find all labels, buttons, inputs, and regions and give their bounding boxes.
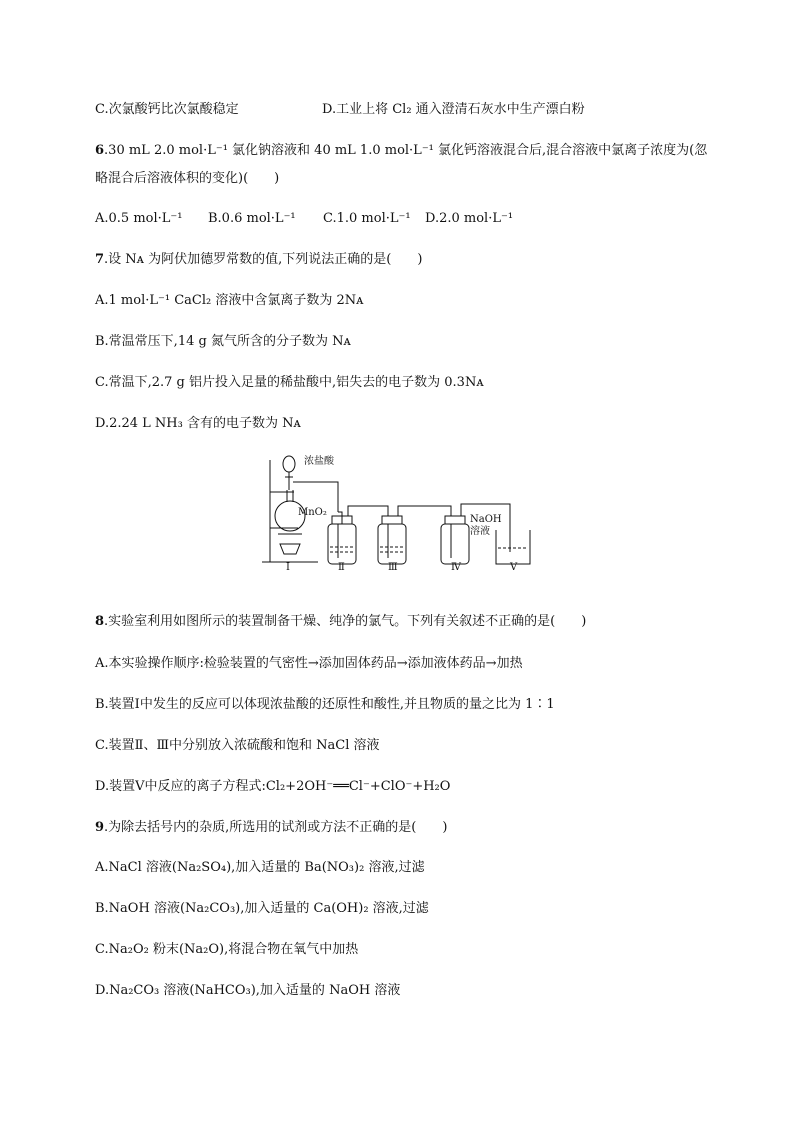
q7-stem-text: .设 Nᴀ 为阿伏加德罗常数的值,下列说法正确的是( ): [104, 252, 423, 267]
label-naoh: NaOH: [470, 514, 502, 525]
q6-option-c: C.1.0 mol·L⁻¹: [323, 211, 411, 226]
q9-option-d: D.Na₂CO₃ 溶液(NaHCO₃),加入适量的 NaOH 溶液: [95, 983, 401, 998]
label-conc-hcl: 浓盐酸: [304, 456, 334, 467]
label-solution: 溶液: [470, 526, 490, 537]
q8-stem-text: .实验室利用如图所示的装置制备干燥、纯净的氯气。下列有关叙述不正确的是( ): [104, 614, 587, 629]
label-mno2: MnO₂: [298, 507, 327, 518]
q9-option-b: B.NaOH 溶液(Na₂CO₃),加入适量的 Ca(OH)₂ 溶液,过滤: [95, 901, 429, 916]
q6-option-a: A.0.5 mol·L⁻¹: [95, 211, 183, 226]
q9-option-c: C.Na₂O₂ 粉末(Na₂O),将混合物在氧气中加热: [95, 942, 359, 957]
q8-stem: [95, 613, 586, 631]
q8-option-d: D.装置Ⅴ中反应的离子方程式:Cl₂+2OH⁻══Cl⁻+ClO⁻+H₂O: [95, 779, 451, 794]
q6-option-d: D.2.0 mol·L⁻¹: [425, 211, 514, 226]
label-apparatus-5: Ⅴ: [510, 562, 518, 570]
q8-option-b: B.装置Ⅰ中发生的反应可以体现浓盐酸的还原性和酸性,并且物质的量之比为 1∶1: [95, 697, 555, 712]
q6-option-b: B.0.6 mol·L⁻¹: [208, 211, 296, 226]
q8-number: 8: [95, 614, 105, 629]
label-apparatus-4: Ⅳ: [451, 562, 461, 570]
q9-stem-text: .为除去括号内的杂质,所选用的试剂或方法不正确的是( ): [104, 820, 448, 835]
q7-stem: [95, 251, 422, 269]
q5-option-c: C.次氯酸钙比次氯酸稳定: [95, 102, 239, 117]
q9-number: 9: [95, 820, 105, 835]
q8-option-c: C.装置Ⅱ、Ⅲ中分别放入浓硫酸和饱和 NaCl 溶液: [95, 738, 380, 753]
q8-option-a: A.本实验操作顺序:检验装置的气密性→添加固体药品→添加液体药品→加热: [95, 656, 523, 671]
q7-option-d: D.2.24 L NH₃ 含有的电子数为 Nᴀ: [95, 416, 301, 431]
q6-stem-text: .30 mL 2.0 mol·L⁻¹ 氯化钠溶液和 40 mL 1.0 mol·L⁻¹ 氯化钙溶液混合后,混合溶液中氯离子浓度为(忽: [104, 143, 708, 158]
label-apparatus-2: Ⅱ: [338, 562, 345, 570]
q9-option-a: A.NaCl 溶液(Na₂SO₄),加入适量的 Ba(NO₃)₂ 溶液,过滤: [95, 860, 425, 875]
q7-option-a: A.1 mol·L⁻¹ CaCl₂ 溶液中含氯离子数为 2Nᴀ: [95, 293, 364, 308]
q6-number: 6: [95, 143, 105, 158]
q5-option-d: D.工业上将 Cl₂ 通入澄清石灰水中生产漂白粉: [322, 102, 585, 117]
chlorine-apparatus-figure: [258, 452, 536, 570]
label-apparatus-1: Ⅰ: [286, 562, 290, 570]
q7-option-c: C.常温下,2.7 g 铝片投入足量的稀盐酸中,铝失去的电子数为 0.3Nᴀ: [95, 375, 484, 390]
label-apparatus-3: Ⅲ: [388, 562, 398, 570]
q6-stem-line1: [95, 142, 707, 160]
q7-option-b: B.常温常压下,14 g 氮气所含的分子数为 Nᴀ: [95, 334, 351, 349]
apparatus-diagram: [258, 452, 536, 570]
q9-stem: [95, 819, 447, 837]
q7-number: 7: [95, 252, 105, 267]
q6-stem-line2: 略混合后溶液体积的变化)( ): [95, 171, 280, 186]
